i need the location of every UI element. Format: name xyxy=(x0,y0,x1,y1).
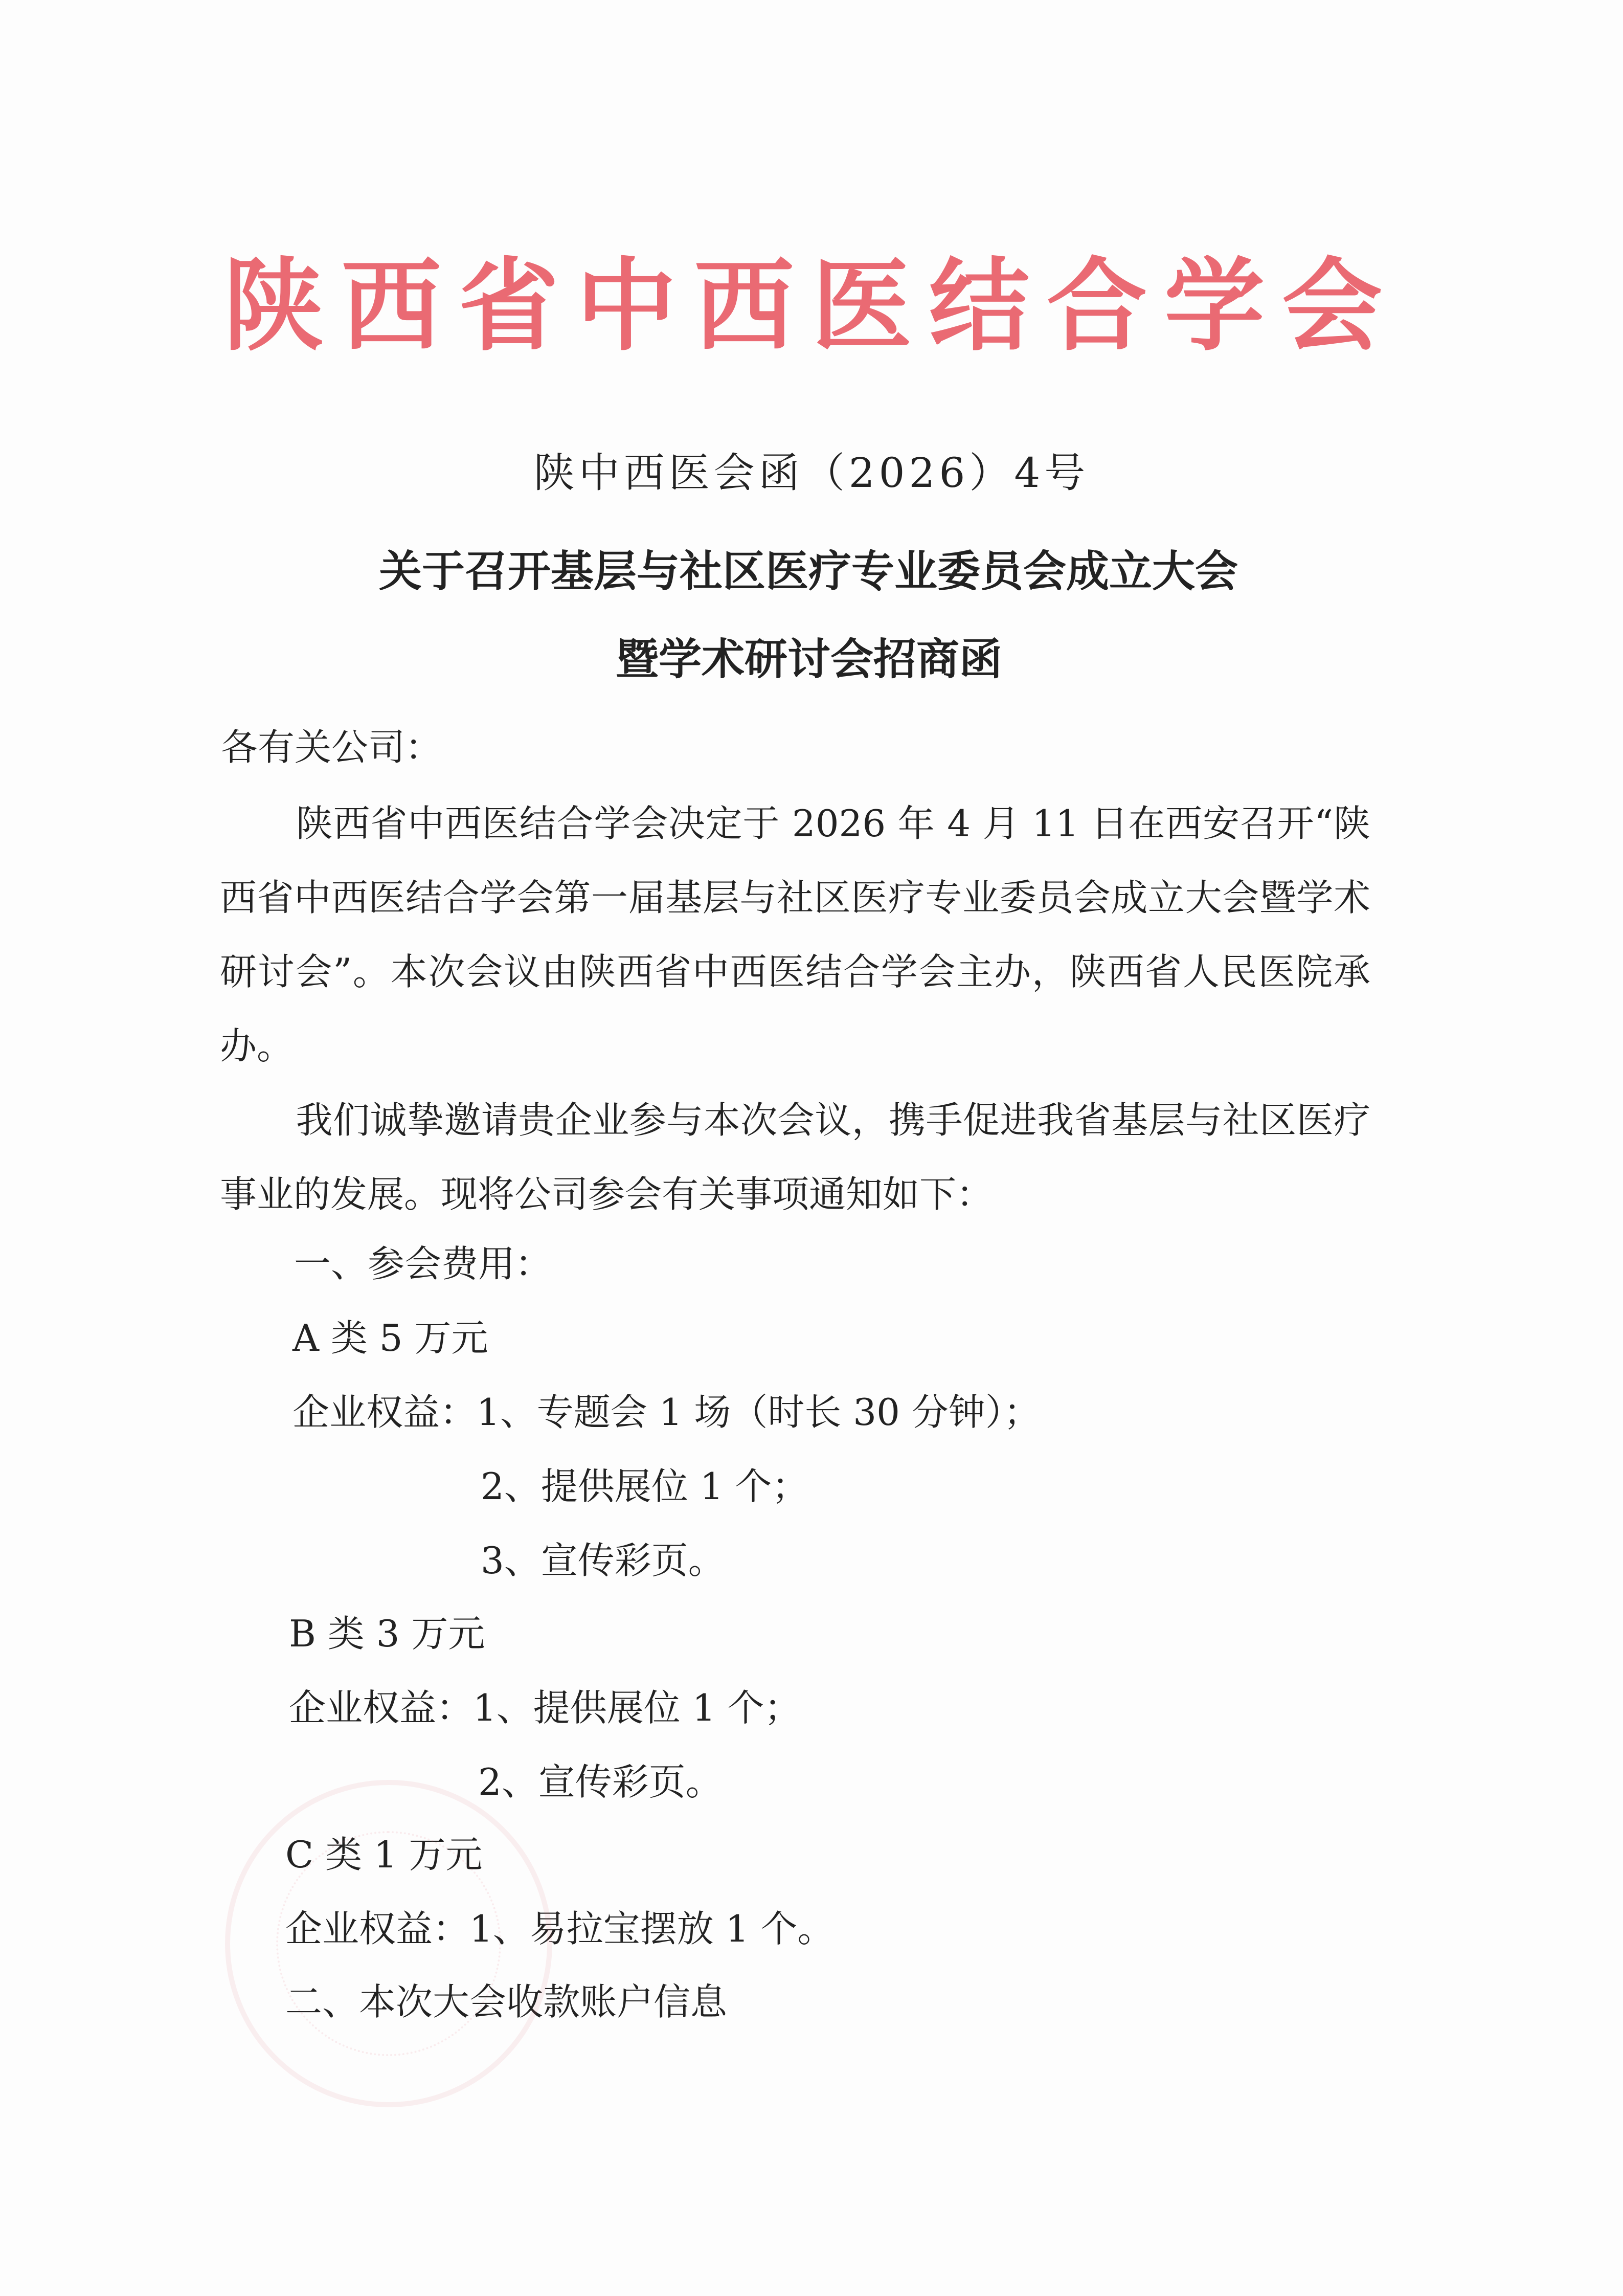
faded-seal-stamp xyxy=(225,1780,552,2107)
section-account-heading: 二、本次大会收款账户信息 xyxy=(285,1980,728,2023)
salutation: 各有关公司： xyxy=(221,726,442,769)
tier-b-benefit-1: 企业权益：1、提供展位 1 个； xyxy=(289,1686,801,1729)
section-fees-heading: 一、参会费用： xyxy=(294,1242,552,1285)
invitation-paragraph xyxy=(220,1083,1370,1232)
tier-c-label: C 类 1 万元 xyxy=(285,1833,483,1876)
tier-b-label: B 类 3 万元 xyxy=(289,1612,485,1655)
faded-seal-inner-ring xyxy=(276,1831,501,2056)
tier-c-benefit-1: 企业权益：1、易拉宝摆放 1 个。 xyxy=(285,1907,835,1950)
tier-a-benefit-3: 3、宣传彩页。 xyxy=(481,1539,725,1582)
letterhead-org-name: 陕西省中西医结合学会 xyxy=(223,247,1400,365)
subject-title-line-1: 关于召开基层与社区医疗专业委员会成立大会 xyxy=(378,546,1238,596)
intro-paragraph xyxy=(220,787,1370,1083)
tier-a-benefit-1: 企业权益：1、专题会 1 场（时长 30 分钟）； xyxy=(292,1391,1041,1434)
invitation-paragraph-text: 我们诚挚邀请贵企业参与本次会议，携手促进我省基层与社区医疗事业的发展。现将公司参会有关事项通知如下： xyxy=(220,1099,1370,1216)
intro-paragraph-text: 陕西省中西医结合学会决定于 2026 年 4 月 11 日在西安召开“陕西省中西医结合学会第一届基层与社区医疗专业委员会成立大会暨学术研讨会”。本次会议由陕西省中西医结合学会主办，陕西省人民医院承办。 xyxy=(220,802,1370,1067)
tier-a-label: A 类 5 万元 xyxy=(292,1317,488,1359)
document-number: 陕中西医会函（2026）4号 xyxy=(533,449,1090,497)
tier-b-benefit-2: 2、宣传彩页。 xyxy=(478,1760,723,1803)
subject-title-line-2: 暨学术研讨会招商函 xyxy=(615,634,1002,684)
tier-a-benefit-2: 2、提供展位 1 个； xyxy=(481,1465,809,1508)
